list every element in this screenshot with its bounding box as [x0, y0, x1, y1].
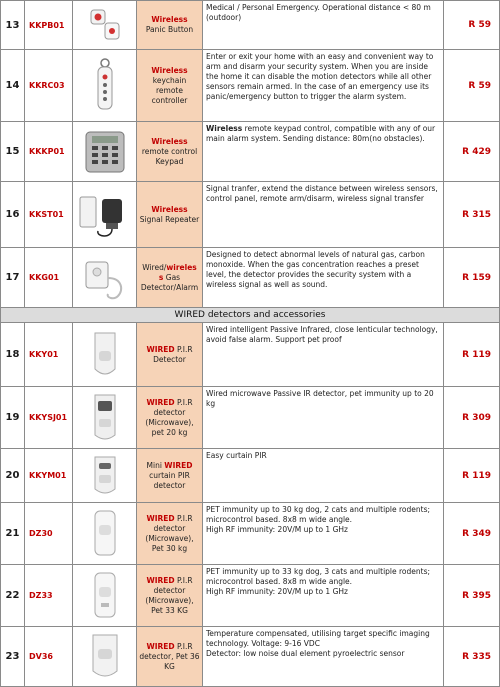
- name-rest: Signal Repeater: [139, 214, 200, 224]
- product-description: [203, 122, 444, 182]
- product-image: [73, 50, 137, 122]
- product-code: DZ30: [25, 503, 73, 565]
- name-prefix: Wired/: [142, 262, 167, 272]
- name-highlight: WIRED: [146, 641, 175, 651]
- product-price: R 429: [444, 122, 500, 182]
- product-code: KKG01: [25, 248, 73, 308]
- table-row: [1, 248, 500, 308]
- table-row: [1, 122, 500, 182]
- product-image: [73, 122, 137, 182]
- name-highlight: Wireless: [151, 204, 188, 214]
- product-name: [137, 50, 203, 122]
- name-rest: Panic Button: [145, 25, 194, 34]
- name-rest: remote control Keypad: [141, 146, 198, 166]
- product-price: R 159: [444, 248, 500, 308]
- product-image: [73, 182, 137, 248]
- section-heading: WIRED detectors and accessories: [1, 308, 500, 323]
- product-description: Enter or exit your home with an easy and convenient way to arm and disarm your security system. When you are inside the home it can disable the motion detectors while all other sensors remain armed. In the case of an emergency use its panic/emergency button to trigger the alarm system.: [203, 50, 444, 122]
- product-price: R 309: [444, 387, 500, 449]
- keypad-icon: [82, 128, 128, 176]
- product-image: [73, 627, 137, 687]
- item-number: 18: [1, 323, 25, 387]
- product-name: [137, 1, 203, 50]
- name-highlight: WIRED: [164, 460, 193, 470]
- table-row: [1, 449, 500, 503]
- product-code: KKKP01: [25, 122, 73, 182]
- product-image: [73, 449, 137, 503]
- name-highlight: wireles s: [158, 262, 197, 282]
- product-price: R 119: [444, 449, 500, 503]
- item-number: 16: [1, 182, 25, 248]
- table-row: [1, 627, 500, 687]
- signal-repeater-icon: [76, 187, 134, 243]
- product-price: R 315: [444, 182, 500, 248]
- product-price: R 349: [444, 503, 500, 565]
- product-code: DV36: [25, 627, 73, 687]
- product-image: [73, 387, 137, 449]
- product-description: Temperature compensated, utilising target specific imaging technology. Voltage: 9-16 VDC Detector: low noise dual element pyroelectric sensor: [203, 627, 444, 687]
- table-row: [1, 50, 500, 122]
- name-rest: P.I.R detector (Microwave), Pet 33 KG: [145, 575, 194, 615]
- product-code: DZ33: [25, 565, 73, 627]
- product-name: [137, 182, 203, 248]
- keychain-remote-icon: [90, 57, 120, 115]
- name-rest: keychain remote controller: [151, 75, 188, 105]
- item-number: 21: [1, 503, 25, 565]
- description-bold: Wireless: [206, 124, 243, 133]
- item-number: 19: [1, 387, 25, 449]
- name-rest: P.I.R detector, Pet 36 KG: [139, 641, 200, 671]
- description-text: remote keypad control, compatible with any of our main alarm system. Sending distance: 80m(no obstacles).: [206, 124, 436, 143]
- product-name: [137, 387, 203, 449]
- product-description: PET immunity up to 33 kg dog, 3 cats and multiple rodents; microcontrol based. 8x8 m wide angle. High RF immunity: 20V/M up to 1 GHz: [203, 565, 444, 627]
- product-name: [137, 627, 203, 687]
- table-row: [1, 387, 500, 449]
- item-number: 22: [1, 565, 25, 627]
- product-description: Wired microwave Passive IR detector, pet immunity up to 20 kg: [203, 387, 444, 449]
- name-highlight: WIRED: [146, 344, 175, 354]
- product-code: KKYSJ01: [25, 387, 73, 449]
- product-name: [137, 323, 203, 387]
- item-number: 23: [1, 627, 25, 687]
- name-prefix: Mini: [146, 460, 165, 470]
- name-rest: P.I.R Detector: [153, 344, 193, 364]
- dz33-detector-icon: [85, 569, 125, 623]
- name-highlight: WIRED: [146, 513, 175, 523]
- name-highlight: Wireless: [151, 136, 188, 146]
- dz30-detector-icon: [85, 507, 125, 561]
- product-price: R 395: [444, 565, 500, 627]
- product-description: Medical / Personal Emergency. Operational distance < 80 m (outdoor): [203, 1, 444, 50]
- product-price: R 335: [444, 627, 500, 687]
- product-price: R 59: [444, 50, 500, 122]
- product-name: [137, 449, 203, 503]
- pir-detector-icon: [85, 329, 125, 381]
- table-row: [1, 1, 500, 50]
- product-name: [137, 503, 203, 565]
- name-rest: P.I.R detector (Microwave), Pet 30 kg: [145, 513, 194, 553]
- gas-detector-icon: [80, 254, 130, 302]
- product-image: [73, 248, 137, 308]
- product-price: R 59: [444, 1, 500, 50]
- product-image: [73, 323, 137, 387]
- product-description: PET immunity up to 30 kg dog, 2 cats and multiple rodents; microcontrol based. 8x8 m wide angle. High RF immunity: 20V/M up to 1 GHz: [203, 503, 444, 565]
- product-price: R 119: [444, 323, 500, 387]
- product-description: Wired intelligent Passive Infrared, close lenticular technology, avoid false alarm. Support pet proof: [203, 323, 444, 387]
- microwave-pir-icon: [85, 391, 125, 445]
- section-row: [1, 308, 500, 323]
- product-code: KKYM01: [25, 449, 73, 503]
- item-number: 20: [1, 449, 25, 503]
- table-row: [1, 182, 500, 248]
- product-description: Designed to detect abnormal levels of natural gas, carbon monoxide. When the gas concentration reaches a preset level, the detector provides the security system with a wireless signal as well as sound.: [203, 248, 444, 308]
- panic-button-icon: [85, 5, 125, 45]
- table-row: [1, 323, 500, 387]
- name-highlight: WIRED: [146, 397, 175, 407]
- item-number: 14: [1, 50, 25, 122]
- name-rest: P.I.R detector (Microwave), pet 20 kg: [145, 397, 194, 437]
- table-row: [1, 503, 500, 565]
- product-code: KKPB01: [25, 1, 73, 50]
- name-rest: Gas Detector/Alarm: [140, 272, 199, 292]
- name-highlight: Wireless: [151, 15, 188, 24]
- dv36-detector-icon: [85, 631, 125, 683]
- product-name: [137, 565, 203, 627]
- product-image: [73, 1, 137, 50]
- product-code: KKRC03: [25, 50, 73, 122]
- product-name: [137, 248, 203, 308]
- product-code: KKST01: [25, 182, 73, 248]
- product-code: KKY01: [25, 323, 73, 387]
- item-number: 15: [1, 122, 25, 182]
- item-number: 17: [1, 248, 25, 308]
- product-name: [137, 122, 203, 182]
- name-rest: curtain PIR detector: [149, 470, 190, 490]
- product-image: [73, 503, 137, 565]
- item-number: 13: [1, 1, 25, 50]
- table-row: [1, 565, 500, 627]
- curtain-pir-icon: [85, 453, 125, 499]
- product-image: [73, 565, 137, 627]
- product-description: Signal tranfer, extend the distance between wireless sensors, control panel, remote arm/disarm, wireless signal transfer: [203, 182, 444, 248]
- product-description: Easy curtain PIR: [203, 449, 444, 503]
- name-highlight: WIRED: [146, 575, 175, 585]
- name-highlight: Wireless: [151, 65, 188, 75]
